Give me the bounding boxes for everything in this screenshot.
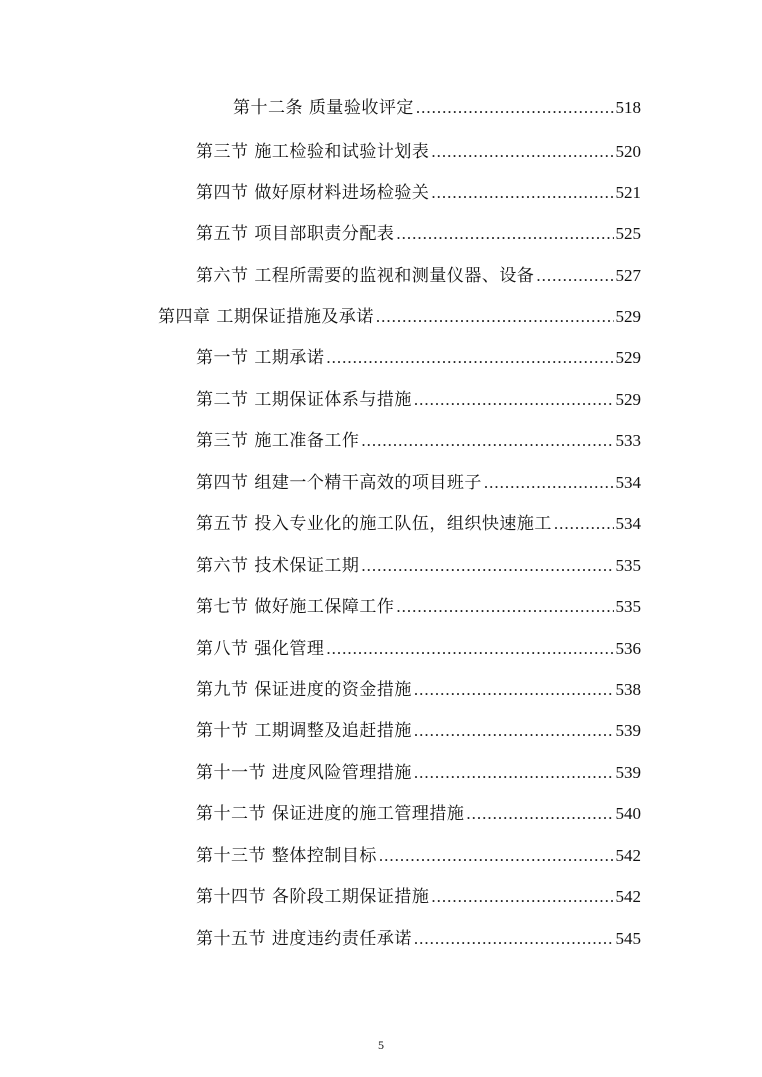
toc-entry-title: 第四章 工期保证措施及承诺 xyxy=(158,307,374,327)
dot-leader xyxy=(396,220,613,248)
toc-entry-page: 527 xyxy=(615,266,641,285)
toc-entry-title: 第六节 工程所需要的监视和测量仪器、设备 xyxy=(196,266,535,286)
dot-leader xyxy=(361,427,613,455)
toc-entry-title: 第十五节 进度违约责任承诺 xyxy=(196,929,412,949)
toc-entry-title: 第二节 工期保证体系与措施 xyxy=(196,390,412,410)
dot-leader xyxy=(326,635,613,663)
dot-leader xyxy=(414,386,614,414)
dot-leader xyxy=(554,510,614,538)
toc-entry-page: 535 xyxy=(615,556,641,575)
page-number: 5 xyxy=(378,1038,384,1052)
toc-entry-page: 540 xyxy=(615,804,641,823)
dot-leader xyxy=(484,469,614,497)
toc-entry-page: 536 xyxy=(615,639,641,658)
toc-entry-page: 534 xyxy=(615,473,641,492)
toc-entry-title: 第一节 工期承诺 xyxy=(196,348,325,368)
toc-entry-page: 534 xyxy=(615,514,641,533)
toc-entry[interactable] xyxy=(196,510,641,538)
toc-entry-page: 529 xyxy=(615,307,641,326)
toc-entry-page: 521 xyxy=(615,183,641,202)
toc-entry[interactable] xyxy=(196,427,641,455)
toc-entry[interactable] xyxy=(196,220,641,248)
toc-entry-page: 542 xyxy=(615,887,641,906)
toc-entry-title: 第十节 工期调整及追赶措施 xyxy=(196,721,412,741)
toc-entry[interactable] xyxy=(196,344,641,372)
toc-entry-title: 第十二条 质量验收评定 xyxy=(233,98,414,118)
toc-entry-title: 第四节 做好原材料进场检验关 xyxy=(196,183,430,203)
toc-entry[interactable] xyxy=(196,386,641,414)
toc-entry-page: 542 xyxy=(615,846,641,865)
dot-leader xyxy=(431,179,613,207)
toc-entry-title: 第四节 组建一个精干高效的项目班子 xyxy=(196,473,482,493)
dot-leader xyxy=(414,717,614,745)
toc-entry[interactable] xyxy=(196,800,641,828)
toc-entry[interactable] xyxy=(196,593,641,621)
toc-entry[interactable] xyxy=(196,635,641,663)
toc-entry-page: 533 xyxy=(615,431,641,450)
toc-entry-title: 第五节 项目部职责分配表 xyxy=(196,224,395,244)
toc-entry-page: 538 xyxy=(615,680,641,699)
toc-entry-title: 第八节 强化管理 xyxy=(196,639,325,659)
toc-entry[interactable] xyxy=(196,717,641,745)
toc-entry-title: 第六节 技术保证工期 xyxy=(196,556,360,576)
toc-entry-title: 第五节 投入专业化的施工队伍，组织快速施工 xyxy=(196,514,552,534)
dot-leader xyxy=(416,94,614,122)
toc-entry[interactable] xyxy=(196,262,641,290)
toc-entry-title: 第三节 施工检验和试验计划表 xyxy=(196,142,430,162)
dot-leader xyxy=(414,676,614,704)
dot-leader xyxy=(414,759,614,787)
toc-entry[interactable] xyxy=(196,842,641,870)
dot-leader xyxy=(414,925,614,953)
dot-leader xyxy=(326,344,613,372)
toc-entry-page: 518 xyxy=(615,98,641,117)
dot-leader xyxy=(361,552,613,580)
toc-entry-page: 535 xyxy=(615,597,641,616)
toc-entry-title: 第九节 保证进度的资金措施 xyxy=(196,680,412,700)
toc-entry-title: 第三节 施工准备工作 xyxy=(196,431,360,451)
toc-entry-page: 539 xyxy=(615,721,641,740)
dot-leader xyxy=(379,842,614,870)
toc-entry[interactable] xyxy=(196,925,641,953)
toc-entry-title: 第十四节 各阶段工期保证措施 xyxy=(196,887,430,907)
toc-entry-title: 第十一节 进度风险管理措施 xyxy=(196,763,412,783)
dot-leader xyxy=(396,593,613,621)
dot-leader xyxy=(431,883,613,911)
dot-leader xyxy=(466,800,613,828)
toc-chapter-entry[interactable] xyxy=(158,303,641,331)
toc-entry-page: 539 xyxy=(615,763,641,782)
dot-leader xyxy=(431,138,613,166)
toc-entry[interactable] xyxy=(196,759,641,787)
toc-entry[interactable] xyxy=(196,179,641,207)
toc-entry[interactable] xyxy=(196,138,641,166)
toc-entry-page: 520 xyxy=(615,142,641,161)
toc-entry-title: 第七节 做好施工保障工作 xyxy=(196,597,395,617)
toc-entry-page: 529 xyxy=(615,390,641,409)
dot-leader xyxy=(536,262,613,290)
dot-leader xyxy=(376,303,614,331)
toc-entry-page: 545 xyxy=(615,929,641,948)
toc-entry[interactable] xyxy=(196,552,641,580)
toc-entry-page: 529 xyxy=(615,348,641,367)
toc-entry-title: 第十三节 整体控制目标 xyxy=(196,846,377,866)
toc-entry[interactable] xyxy=(233,94,641,122)
toc-entry-page: 525 xyxy=(615,224,641,243)
toc-entry-title: 第十二节 保证进度的施工管理措施 xyxy=(196,804,465,824)
toc-entry[interactable] xyxy=(196,676,641,704)
toc-entry[interactable] xyxy=(196,883,641,911)
toc-entry[interactable] xyxy=(196,469,641,497)
